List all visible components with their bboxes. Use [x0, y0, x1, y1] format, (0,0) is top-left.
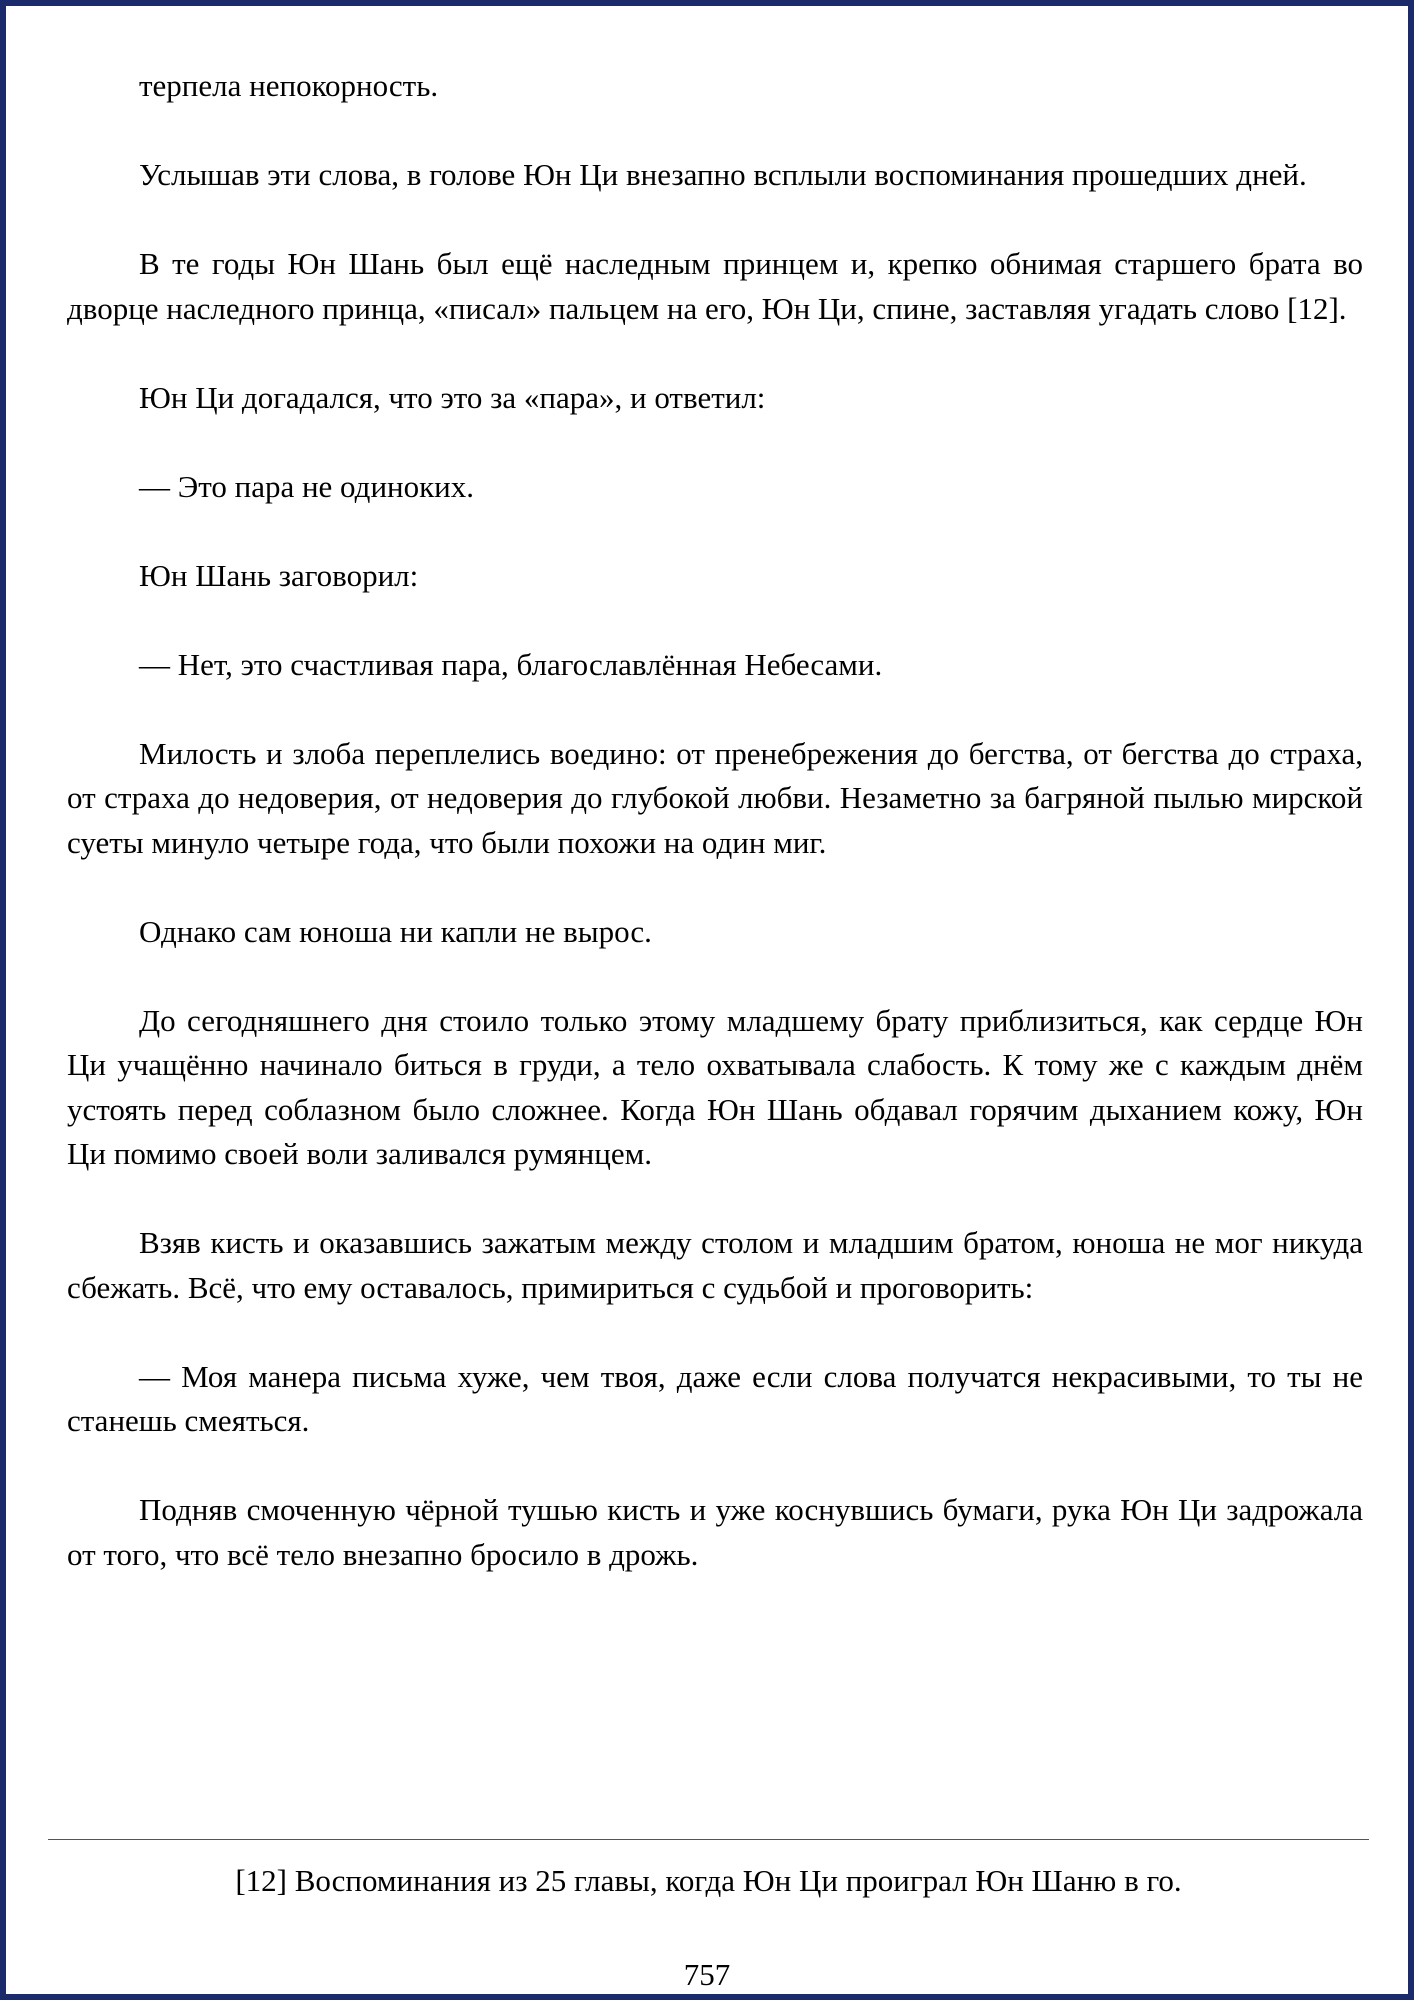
body-text [67, 64, 1363, 1577]
footnote-divider [48, 1839, 1369, 1840]
paragraph: Однако сам юноша ни капли не вырос. [139, 913, 652, 949]
page-number: 757 [683, 1957, 731, 1992]
paragraph: терпела непокорность. [139, 68, 439, 103]
paragraph: Услышав эти слова, в голове Юн Ци внезапно всплыли воспоминания прошедших дней. [139, 157, 1307, 192]
paragraph: Юн Ци догадался, что это за «пара», и ответил: [139, 379, 766, 415]
paragraph: Взяв кисть и оказавшись зажатым между столом и младшим братом, юноша не мог никуда сбежать. Всё, что ему оставалось, примириться с судьбой и проговорить: [67, 1225, 1363, 1305]
paragraph: В те годы Юн Шань был ещё наследным принцем и, крепко обнимая старшего брата во дворце наследного принца, «писал» пальцем на его, Юн Ци, спине, заставляя угадать слово [12]. [67, 246, 1363, 326]
paragraph: Подняв смоченную чёрной тушью кисть и уже коснувшись бумаги, рука Юн Ци задрожала от того, что всё тело внезапно бросило в дрожь. [67, 1492, 1363, 1572]
paragraph: Юн Шань заговорил: [139, 557, 419, 593]
dialogue-line: — Это пара не одиноких. [139, 468, 475, 504]
dialogue-line: — Нет, это счастливая пара, благославлённая Небесами. [139, 646, 883, 682]
paragraph: До сегодняшнего дня стоило только этому младшему брату приблизиться, как сердце Юн Ци учащённо начинало биться в груди, а тело охватывала слабость. К тому же с каждым днём устоять перед соблазном было сложнее. Когда Юн Шань обдавал горячим дыханием кожу, Юн Ци помимо своей воли заливался румянцем. [67, 1002, 1363, 1171]
dialogue-line: — Моя манера письма хуже, чем твоя, даже если слова получатся некрасивыми, то ты не станешь смеяться. [67, 1358, 1363, 1438]
paragraph: Милость и злоба переплелись воедино: от пренебрежения до бегства, от бегства до страха, от страха до недоверия, от недоверия до глубокой любви. Незаметно за багряной пылью мирской суеты минуло четыре года, что были похожи на один миг. [67, 735, 1363, 860]
footnote: [12] Воспоминания из 25 главы, когда Юн Ци проиграл Юн Шаню в го. [235, 1863, 1182, 1898]
